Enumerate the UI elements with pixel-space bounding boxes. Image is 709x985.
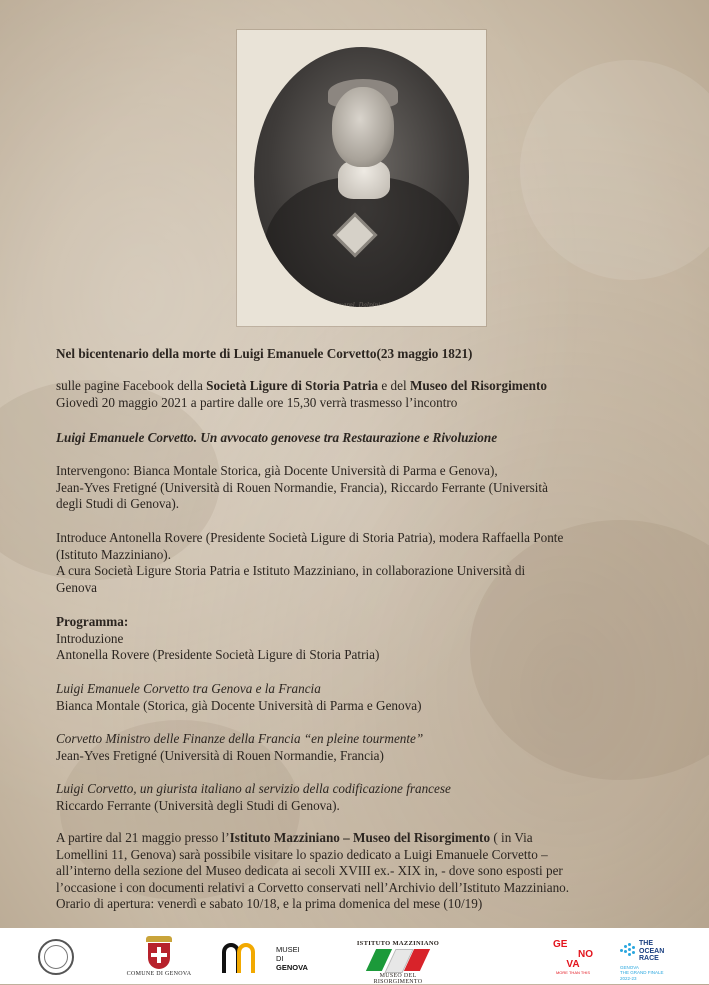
exhibit-text: ( in Via <box>490 830 533 845</box>
credits-line: Introduce Antonella Rovere (Presidente Società Ligure di Storia Patria), modera Raffaella Ponte <box>56 530 564 545</box>
credits-line: (Istituto Mazziniano). <box>56 546 171 562</box>
program-item-title: Luigi Emanuele Corvetto tra Genova e la Francia <box>56 681 321 696</box>
heading-text: Nel bicentenario della morte di Luigi Emanuele Corvetto(23 maggio 1821) <box>56 346 473 361</box>
ocean-sub-line: THE GRAND FINALE <box>620 970 664 975</box>
event-title-text: Luigi Emanuele Corvetto. Un avvocato genovese tra Restaurazione e Rivoluzione <box>56 430 498 445</box>
exhibit-line: l’occasione i con documenti relativi a Corvetto conservati nell’Archivio dell’Istituto Mazziniano. <box>56 879 570 895</box>
speakers-line: Intervengono: Bianca Montale Storica, già Docente Università di Parma e Genova), <box>56 463 498 478</box>
ocean-race-logo <box>620 940 690 981</box>
genova-tagline: MORE THAN THIS <box>555 970 591 975</box>
intro-text: sulle pagine Facebook della <box>56 378 207 393</box>
comune-di-genova-logo <box>124 936 194 977</box>
comune-label: COMUNE DI GENOVA <box>126 971 192 977</box>
ocean-line: OCEAN <box>639 947 665 955</box>
ocean-race-title <box>639 940 664 963</box>
intro-paragraph <box>56 378 656 411</box>
exhibit-line: Lomellini 11, Genova) sarà possibile visitare lo spazio dedicato a Luigi Emanuele Corvetto – <box>56 846 548 862</box>
credits-line: A cura Società Ligure Storia Patria e Istituto Mazziniano, in collaborazione Università di <box>56 563 526 578</box>
exhibit-text: A partire dal 21 maggio presso l’ <box>56 830 230 845</box>
exhibit-venue: Istituto Mazziniano – Museo del Risorgimento <box>229 830 491 845</box>
portrait-oval <box>254 47 469 307</box>
speakers-line: degli Studi di Genova). <box>56 496 180 511</box>
musei-line: GENOVA <box>276 962 308 972</box>
crown-icon <box>146 936 172 942</box>
heading <box>56 346 656 363</box>
event-title <box>56 430 656 447</box>
ocean-race-subtitle <box>620 965 690 982</box>
society-name: Società Ligure di Storia Patria <box>206 378 379 393</box>
genova-line: NO <box>578 949 593 960</box>
musei-line: MUSEI <box>276 944 300 954</box>
seal-inner <box>44 945 68 969</box>
program-item-speaker: Riccardo Ferrante (Università degli Studi di Genova). <box>56 797 340 813</box>
genova-line: GE <box>553 939 568 950</box>
tricolor-flag-icon <box>363 949 433 971</box>
portrait-caption: Gondin Aquarel. Dalpini e Grochenger inc. ecc. <box>307 302 451 307</box>
program-item-title: Introduzione <box>56 630 124 646</box>
musei-line: DI <box>276 953 284 963</box>
speakers-line: Jean-Yves Fretigné (Università di Rouen Normandie, Francia), Riccardo Ferrante (Università <box>56 479 548 495</box>
musei-text <box>276 945 308 972</box>
paper-stain <box>520 60 709 280</box>
ocean-sub-line: 2022-23 <box>620 975 637 981</box>
program-item <box>56 681 656 714</box>
museum-name: Museo del Risorgimento <box>409 378 547 393</box>
program-item-speaker: Antonella Rovere (Presidente Società Ligure di Storia Patria) <box>56 647 380 662</box>
istituto-top-label: ISTITUTO MAZZINIANO <box>356 940 440 947</box>
exhibit-hours: Orario di apertura: venerdì e sabato 10/18, e la prima domenica del mese (10/19) <box>56 896 483 911</box>
program-item-speaker: Jean-Yves Fretigné (Università di Rouen Normandie, Francia) <box>56 747 384 763</box>
portrait-face <box>332 87 394 167</box>
musei-di-genova-logo <box>222 941 308 975</box>
ocean-sub-line: GENOVA <box>620 964 639 970</box>
genoa-crest-icon <box>148 943 170 969</box>
program-item-speaker: Bianca Montale (Storica, già Docente Università di Parma e Genova) <box>56 697 422 713</box>
intro-date: Giovedì 20 maggio 2021 a partire dalle ore 15,30 verrà trasmesso l’incontro <box>56 394 458 410</box>
credits-paragraph <box>56 530 656 596</box>
program-label: Programma: <box>56 614 129 629</box>
ocean-race-dots-icon <box>620 943 636 959</box>
program-item-title: Corvetto Ministro delle Finanze della Francia “en pleine tourmente” <box>56 731 424 746</box>
university-seal-logo <box>38 939 74 975</box>
credits-line: Genova <box>56 579 98 595</box>
ocean-line: THE <box>639 940 653 947</box>
speakers-paragraph <box>56 463 656 513</box>
program-section <box>56 614 656 664</box>
genova-line: VA <box>566 959 580 970</box>
program-item-title: Luigi Corvetto, un giurista italiano al servizio della codificazione francese <box>56 781 451 796</box>
musei-m-icon <box>222 943 270 973</box>
istituto-bottom-label: MUSEO DEL RISORGIMENTO <box>373 973 423 985</box>
intro-text: e del <box>378 378 410 393</box>
program-item <box>56 781 656 814</box>
exhibit-paragraph <box>56 830 656 913</box>
program-item <box>56 731 656 764</box>
ocean-line: RACE <box>639 955 659 962</box>
genova-brand-logo <box>553 940 593 975</box>
portrait-engraving <box>237 30 486 326</box>
exhibit-line: all’interno della sezione del Museo dedicata ai secoli XVIII ex.- XIX in, - dove sono esposti per <box>56 863 563 878</box>
logo-footer <box>0 928 709 984</box>
istituto-mazziniano-logo <box>356 940 440 985</box>
